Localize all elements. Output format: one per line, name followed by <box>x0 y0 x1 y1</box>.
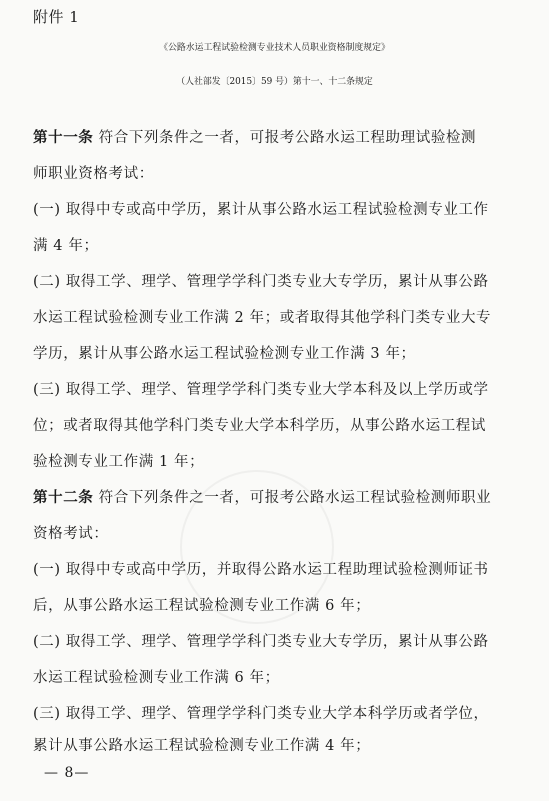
document-title-line2: （人社部发〔2015〕59 号）第十一、十二条规定 <box>176 77 373 87</box>
article12-item1-line2: 后，从事公路水运工程试验检测专业工作满 6 年； <box>33 598 371 614</box>
article11-intro-line1 <box>33 128 476 148</box>
document-title-line1: 《公路水运工程试验检测专业技术人员职业资格制度规定》 <box>159 43 390 53</box>
article11-intro-line2: 师职业资格考试： <box>33 166 154 182</box>
article12-intro-text: 符合下列条件之一者，可报考公路水运工程试验检测师职业 <box>93 490 492 506</box>
article11-item3-line3: 验检测专业工作满 1 年； <box>33 454 205 470</box>
article11-heading: 第十一条 <box>33 129 94 146</box>
article12-heading: 第十二条 <box>33 489 94 506</box>
article12-item2-line1: (二) 取得工学、理学、管理学学科门类专业大专学历，累计从事公路 <box>33 634 489 650</box>
article12-intro-line2: 资格考试： <box>33 526 109 542</box>
article11-item3-line2: 位；或者取得其他学科门类专业大学本科学历，从事公路水运工程试 <box>33 418 486 434</box>
article12-item3-line2: 累计从事公路水运工程试验检测专业工作满 4 年； <box>33 738 371 754</box>
article11-item1-line1: (一) 取得中专或高中学历，累计从事公路水运工程试验检测专业工作 <box>33 202 489 218</box>
article11-item2-line3: 学历，累计从事公路水运工程试验检测专业工作满 3 年； <box>33 346 416 362</box>
article11-intro-text: 符合下列条件之一者，可报考公路水运工程助理试验检测 <box>93 130 477 146</box>
article11-item3-line1: (三) 取得工学、理学、管理学学科门类专业大学本科及以上学历或学 <box>33 382 489 398</box>
attachment-label: 附件 1 <box>33 8 80 26</box>
page-number: — 8— <box>44 765 90 781</box>
article11-item2-line2: 水运工程试验检测专业工作满 2 年；或者取得其他学科门类专业大专 <box>33 310 492 326</box>
article12-item3-line1: (三) 取得工学、理学、管理学学科门类专业大学本科学历或者学位， <box>33 706 489 722</box>
article11-item2-line1: (二) 取得工学、理学、管理学学科门类专业大专学历，累计从事公路 <box>33 274 489 290</box>
article11-item1-line2: 满 4 年； <box>33 238 99 254</box>
article12-intro-line1 <box>33 488 491 508</box>
article12-item1-line1: (一) 取得中专或高中学历，并取得公路水运工程助理试验检测师证书 <box>33 562 489 578</box>
article12-item2-line2: 水运工程试验检测专业工作满 6 年； <box>33 670 280 686</box>
